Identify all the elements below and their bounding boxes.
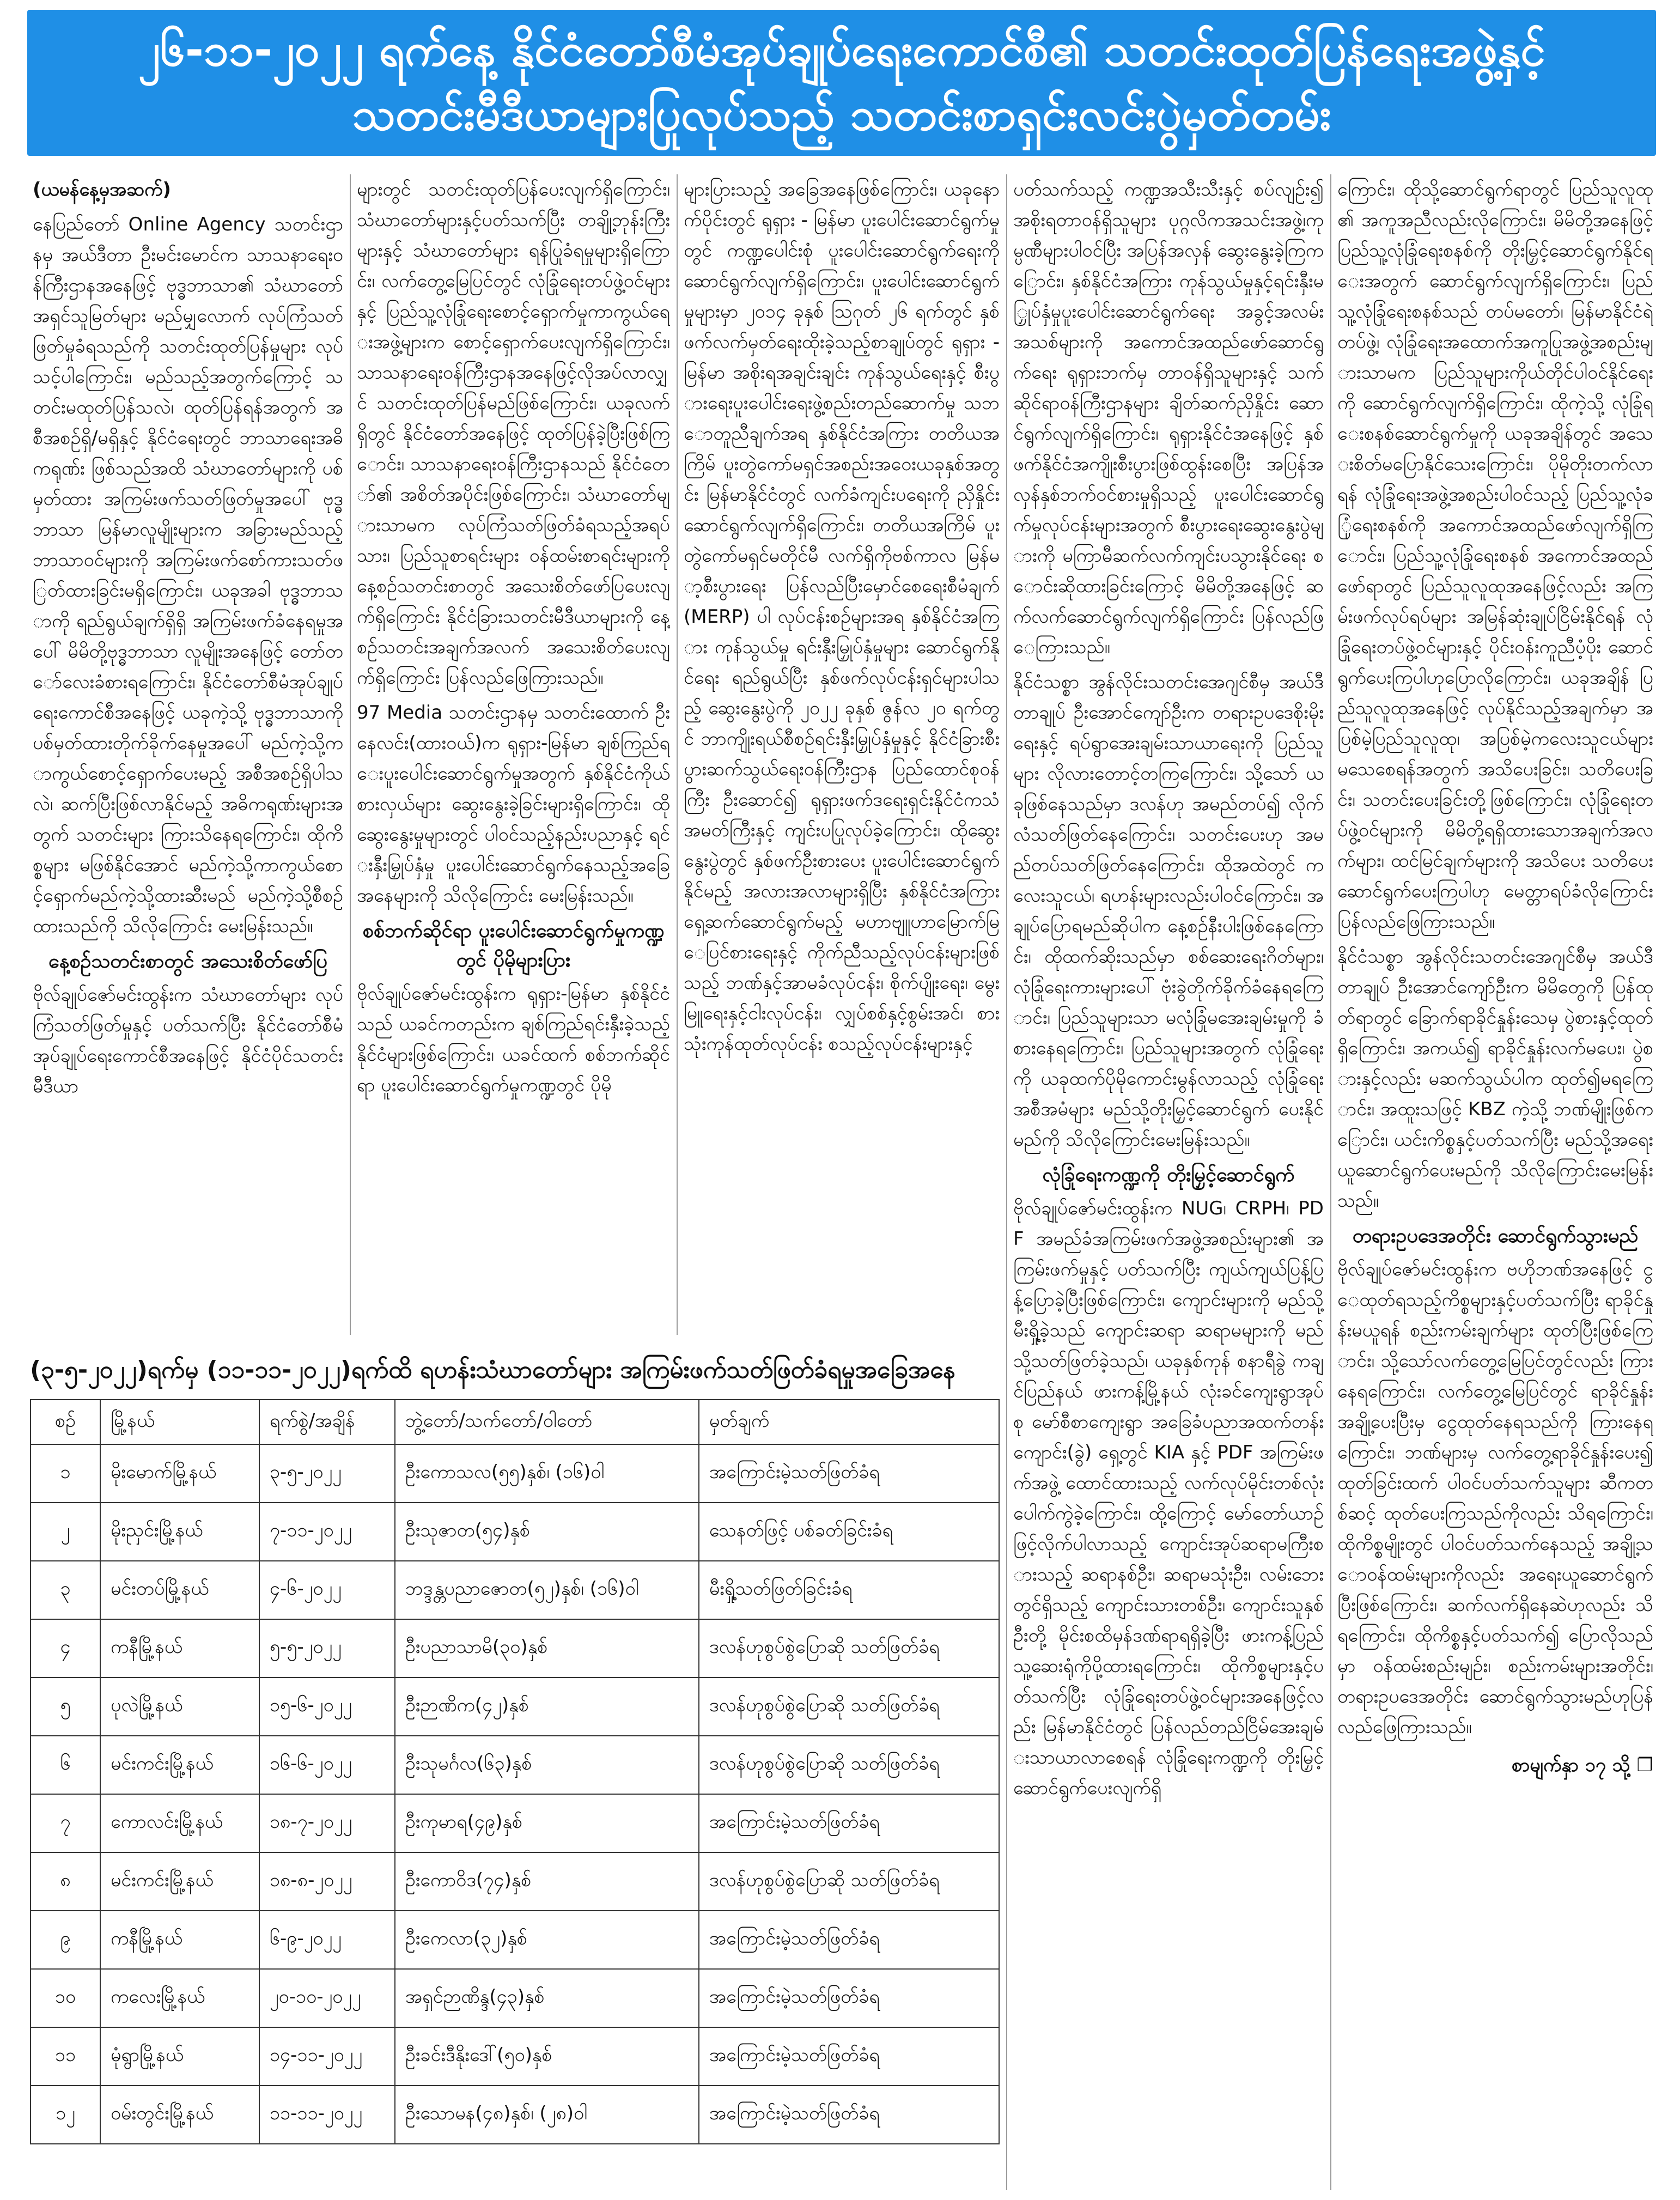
table-cell: အကြောင်းမဲ့သတ်ဖြတ်ခံရ — [699, 1911, 999, 1969]
table-cell: သေနတ်ဖြင့် ပစ်ခတ်ခြင်းခံရ — [699, 1503, 999, 1561]
column-rule — [1330, 174, 1331, 2190]
table-row — [31, 1619, 999, 1678]
table-cell: အကြောင်းမဲ့သတ်ဖြတ်ခံရ — [699, 2086, 999, 2144]
table-cell: ဒလန်ဟုစွပ်စွဲပြောဆို သတ်ဖြတ်ခံရ — [699, 1678, 999, 1736]
table-cell: အကြောင်းမဲ့သတ်ဖြတ်ခံရ — [699, 1969, 999, 2027]
table-cell: ၁၁ — [31, 2027, 100, 2086]
table-cell: ၆-၉-၂၀၂၂ — [259, 1911, 395, 1969]
table-cell: အကြောင်းမဲ့သတ်ဖြတ်ခံရ — [699, 1444, 999, 1503]
table-cell: ၄ — [31, 1619, 100, 1678]
table-cell: ၅ — [31, 1678, 100, 1736]
table-cell: ၁၆-၆-၂၀၂၂ — [259, 1736, 395, 1794]
article-column-1 — [33, 174, 343, 1324]
table-cell: ၆ — [31, 1736, 100, 1794]
table-cell: ၇ — [31, 1794, 100, 1852]
table-cell: အကြောင်းမဲ့သတ်ဖြတ်ခံရ — [699, 1794, 999, 1852]
table-cell: ၁၈-၈-၂၀၂၂ — [259, 1852, 395, 1911]
table-row — [31, 1736, 999, 1794]
paragraph: 97 Media သတင်းဌာနမှ သတင်းထောက် ဦးနေလင်း(ထားဝယ်)က ရုရှား-မြန်မာ ချစ်ကြည်ရေးပူးပေါင်းဆောင်ရွက်မှုအတွက် နှစ်နိုင်ငံကိုယ်စားလှယ်များ ဆွေးနွေးခဲ့ခြင်းများရှိကြောင်း၊ ထိုဆွေးနွေးမှုများတွင် ပါဝင်သည့်နည်းပညာနှင့် ရင်းနှီးမြှုပ်နှံမှု ပူးပေါင်းဆောင်ရွက်နေသည့်အခြေအနေများကို သိလိုကြောင်း မေးမြန်းသည်။ — [357, 702, 670, 907]
table-cell: ဦးကောဝိဒ(၇၄)နှစ် — [395, 1852, 699, 1911]
paragraph: ဗိုလ်ချုပ်ဇော်မင်းထွန်းက သံဃာတော်များ လုပ်ကြံသတ်ဖြတ်မှုနှင့် ပတ်သက်ပြီး နိုင်ငံတော်စီမံအုပ်ချုပ်ရေးကောင်စီအနေဖြင့် နိုင်ငံပိုင်သတင်းမီဒီယာ — [33, 984, 343, 1097]
table-cell: ဒလန်ဟုစွပ်စွဲပြောဆို သတ်ဖြတ်ခံရ — [699, 1852, 999, 1911]
table-cell: မင်းကင်းမြို့နယ် — [100, 1852, 259, 1911]
table-cell: ဒလန်ဟုစွပ်စွဲပြောဆို သတ်ဖြတ်ခံရ — [699, 1619, 999, 1678]
paragraph: များတွင် သတင်းထုတ်ပြန်ပေးလျက်ရှိကြောင်း၊ သံဃာတော်များနှင့်ပတ်သက်ပြီး တချို့ဘုန်းကြီးများနှင့် သံဃာတော်များ ရန်ပြုခံရမှုများရှိကြောင်း၊ လက်တွေ့မြေပြင်တွင် လုံခြုံရေးတပ်ဖွဲ့ဝင်များနှင့် ပြည်သူ့လုံခြုံရေးစောင့်ရှောက်မှုကာကွယ်ရေးအဖွဲ့များက စောင့်ရှောက်ပေးလျက်ရှိကြောင်း၊ သာသနာရေးဝန်ကြီးဌာနအနေဖြင့်လိုအပ်လာလျှင် သတင်းထုတ်ပြန်မည်ဖြစ်ကြောင်း၊ ယခုလက်ရှိတွင် နိုင်ငံတော်အနေဖြင့် ထုတ်ပြန်ခဲ့ပြီးဖြစ်ကြောင်း၊ သာသနာရေးဝန်ကြီးဌာနသည် နိုင်ငံတော်၏ အစိတ်အပိုင်းဖြစ်ကြောင်း၊ သံဃာတော်များသာမက လုပ်ကြံသတ်ဖြတ်ခံရသည့်အရပ်သား၊ ပြည်သူစာရင်းများ ဝန်ထမ်းစာရင်းများကို နေ့စဉ်သတင်းစာတွင် အသေးစိတ်ဖော်ပြပေးလျက်ရှိကြောင်း နိုင်ငံခြားသတင်းမီဒီယာများကို နေ့စဉ်သတင်းအချက်အလက် အသေးစိတ်ပေးလျက်ရှိကြောင်း ပြန်လည်ဖြေကြားသည်။ — [357, 179, 670, 689]
table-cell: ဒလန်ဟုစွပ်စွဲပြောဆို သတ်ဖြတ်ခံရ — [699, 1736, 999, 1794]
table-cell: ဦးကောသလ(၅၅)နှစ်၊ (၁၆)ဝါ — [395, 1444, 699, 1503]
paragraph: ဗိုလ်ချုပ်ဇော်မင်းထွန်းက ရုရှား-မြန်မာ နှစ်နိုင်ငံသည် ယခင်ကတည်းက ချစ်ကြည်ရင်းနှီးခဲ့သည့် နိုင်ငံများဖြစ်ကြောင်း၊ ယခင်ထက် စစ်ဘက်ဆိုင်ရာ ပူးပေါင်းဆောင်ရွက်မှုကဏ္ဍတွင် ပိုမို — [357, 983, 670, 1096]
headline-banner — [27, 10, 1656, 156]
table-cell: မင်းကင်းမြို့နယ် — [100, 1736, 259, 1794]
table-cell: ၃-၅-၂၀၂၂ — [259, 1444, 395, 1503]
table-cell: ၁ — [31, 1444, 100, 1503]
paragraph: နိုင်ငံသစ္စာ အွန်လိုင်းသတင်းအေဂျင်စီမှ အယ်ဒီတာချုပ် ဦးအောင်ကျော်ဦးက တရားဥပဒေစိုးမိုးရေးနှင့် ရပ်ရွာအေးချမ်းသာယာရေးကို ပြည်သူများ လိုလားတောင့်တကြကြောင်း၊ သို့သော် ယခုဖြစ်နေသည်မှာ ဒလန်ဟု အမည်တပ်၍ လိုက်လံသတ်ဖြတ်နေကြောင်း၊ သတင်းပေးဟု အမည်တပ်သတ်ဖြတ်နေကြောင်း၊ ထိုအထဲတွင် ကလေးသူငယ်၊ ရဟန်းများလည်းပါဝင်ကြောင်း၊ အချုပ်ပြောရမည်ဆိုပါက နေ့စဉ်နီးပါးဖြစ်နေကြောင်း၊ ထိုထက်ဆိုးသည်မှာ စစ်ဆေးရေးဂိတ်များ၊ လုံခြုံရေးကားများပေါ် ဗုံးခွဲတိုက်ခိုက်ခံနေရကြောင်း၊ ပြည်သူများသာ မလုံခြုံမအေးချမ်းမှုကို ခံစားနေရကြောင်း၊ ပြည်သူများအတွက် လုံခြုံရေးကို ယခုထက်ပိုမိုကောင်းမွန်လာသည့် လုံခြုံရေး အစီအမံများ မည်သို့တိုးမြှင့်ဆောင်ရွက် ပေးနိုင်မည်ကို သိလိုကြောင်းမေးမြန်းသည်။ — [1013, 671, 1324, 1151]
article-column-2 — [357, 174, 670, 1324]
table-cell: ဦးသုမင်္ဂလ(၆၃)နှစ် — [395, 1736, 699, 1794]
paragraph: နိုင်ငံသစ္စာ အွန်လိုင်းသတင်းအေဂျင်စီမှ အယ်ဒီတာချုပ် ဦးအောင်ကျော်ဦးက မိမိတွေကို ပြန်ထုတ်ရာတွင် ခြောက်ရာခိုင်နှုန်းသေမှ ပွဲစားနှင့်ထုတ်ရှိကြောင်း၊ အကယ်၍ ရာခိုင်နှုန်းလက်မပေး၊ ပွဲစားနှင့်လည်း မဆက်သွယ်ပါက ထုတ်၍မရကြောင်း၊ အထူးသဖြင့် KBZ ကဲ့သို့ ဘဏ်မျိုးဖြစ်ကြောင်း၊ ယင်းကိစ္စနှင့်ပတ်သက်ပြီး မည်သို့အရေးယူဆောင်ရွက်ပေးမည်ကို သိလိုကြောင်းမေးမြန်းသည်။ — [1337, 946, 1653, 1212]
table-cell: ၁၅-၆-၂၀၂၂ — [259, 1678, 395, 1736]
table-cell: ၇-၁၁-၂၀၂၂ — [259, 1503, 395, 1561]
table-cell: ၄-၆-၂၀၂၂ — [259, 1561, 395, 1619]
paragraph: ပတ်သက်သည့် ကဏ္ဍအသီးသီးနှင့် စပ်လျဉ်း၍ အစိုးရတာဝန်ရှိသူများ ပုဂ္ဂလိကအသင်းအဖွဲ့၊ကုမ္ပဏီများပါဝင်ပြီး အပြန်အလှန် ဆွေးနွေးခဲ့ကြကြောင်း၊ နှစ်နိုင်ငံအကြား ကုန်သွယ်မှုနှင့်ရင်းနှီးမြှုပ်နှံမှုပူးပေါင်းဆောင်ရွက်ရေး အခွင့်အလမ်းအသစ်များကို အကောင်အထည်ဖော်ဆောင်ရွက်ရေး ရုရှားဘက်မှ တာဝန်ရှိသူများနှင့် သက်ဆိုင်ရာဝန်ကြီးဌာနများ ချိတ်ဆက်ညှိနှိုင်း ဆောင်ရွက်လျက်ရှိကြောင်း၊ ရုရှားနိုင်ငံအနေဖြင့် နှစ်ဖက်နိုင်ငံအကျိုးစီးပွားဖြစ်ထွန်းစေပြီး အပြန်အလှန်နှစ်ဘက်ဝင်စားမှုရှိသည့် ပူးပေါင်းဆောင်ရွက်မှုလုပ်ငန်းများအတွက် စီးပွားရေးဆွေးနွေးပွဲများကို မကြာမီဆက်လက်ကျင်းပသွားနိုင်ရေး စောင်းဆိုထားခြင်းကြောင့် မိမိတို့အနေဖြင့် ဆက်လက်ဆောင်ရွက်လျက်ရှိကြောင်း ပြန်လည်ဖြေကြားသည်။ — [1013, 179, 1324, 658]
table-row — [31, 1911, 999, 1969]
table-cell: ၁၀ — [31, 1969, 100, 2027]
header-cell: စဉ် — [31, 1400, 100, 1444]
table-cell: မီးရှို့သတ်ဖြတ်ခြင်းခံရ — [699, 1561, 999, 1619]
table-cell: မိုးညှင်းမြို့နယ် — [100, 1503, 259, 1561]
table-cell: ၅-၅-၂၀၂၂ — [259, 1619, 395, 1678]
table-cell: ၁၁-၁၁-၂၀၂၂ — [259, 2086, 395, 2144]
table-title: (၃-၅-၂၀၂၂)ရက်မှ (၁၁-၁၁-၂၀၂၂)ရက်ထိ ရဟန်းသံဃာတော်များ အကြမ်းဖက်သတ်ဖြတ်ခံရမှုအခြေအနေ — [30, 1356, 956, 1384]
table-cell: ၂၀-၁၀-၂၀၂၂ — [259, 1969, 395, 2027]
paragraph: များပြားသည့် အခြေအနေဖြစ်ကြောင်း၊ ယခုနောက်ပိုင်းတွင် ရုရှား - မြန်မာ ပူးပေါင်းဆောင်ရွက်မှုတွင် ကဏ္ဍပေါင်းစုံ ပူးပေါင်းဆောင်ရွက်ရေးကို ဆောင်ရွက်လျက်ရှိကြောင်း၊ ပူးပေါင်းဆောင်ရွက်မှုများမှာ ၂၀၁၄ ခုနှစ် ဩဂုတ် ၂၆ ရက်တွင် နှစ်ဖက်လက်မှတ်ရေးထိုးခဲ့သည့်စာချုပ်တွင် ရုရှား - မြန်မာ အစိုးရအချင်းချင်း ကုန်သွယ်ရေးနှင့် စီးပွားရေးပူးပေါင်းရေးဖွဲ့စည်းတည်ဆောက်မှု သဘောတူညီချက်အရ နှစ်နိုင်ငံအကြား တတိယအကြိမ် ပူးတွဲကော်မရှင်အစည်းအဝေးယခုနှစ်အတွင်း မြန်မာနိုင်ငံတွင် လက်ခံကျင်းပရေးကို ညှိနှိုင်းဆောင်ရွက်လျက်ရှိကြောင်း၊ တတိယအကြိမ် ပူးတွဲကော်မရှင်မတိုင်မီ လက်ရှိကိုဗစ်ကာလ မြန်မာ့စီးပွားရေး ပြန်လည်ပြီးမှောင်စေရေးစီမံချက် (MERP) ပါ လုပ်ငန်းစဉ်များအရ နှစ်နိုင်ငံအကြား ကုန်သွယ်မှု ရင်းနှီးမြှုပ်နှံမှုများ ဆောင်ရွက်နိုင်ရေး ရည်ရွယ်ပြီး နှစ်ဖက်လုပ်ငန်းရှင်များပါသည့် ဆွေးနွေးပွဲကို ၂၀၂၂ ခုနှစ် ဇွန်လ ၂၀ ရက်တွင် ဘာကျိုးရယ်စီစဉ်ရင်းနှီးမြှုပ်နှံမှုနှင့် နိုင်ငံခြားစီးပွားဆက်သွယ်ရေးဝန်ကြီးဌာန ပြည်ထောင်စုဝန်ကြီး ဦးဆောင်၍ ရုရှားဖက်ဒရေးရှင်းနိုင်ငံကသံအမတ်ကြီးနှင့် ကျင်းပပြုလုပ်ခဲ့ကြောင်း၊ ထိုဆွေးနွေးပွဲတွင် နှစ်ဖက်ဦးစားပေး ပူးပေါင်းဆောင်ရွက်နိုင်မည့် အလားအလာများရှိပြီး နှစ်နိုင်ငံအကြား ရှေ့ဆက်ဆောင်ရွက်မည့် မဟာဗျူဟာမြောက်မြေပြင်စားရေးနှင့် ကိုက်ညီသည့်လုပ်ငန်းများဖြစ်သည့် ဘဏ်နှင့်အာမခံလုပ်ငန်း၊ စိုက်ပျိုးရေး၊ မွေးမြူရေးနှင့်ငါးလုပ်ငန်း၊ လျှပ်စစ်နှင့်စွမ်းအင်၊ စားသုံးကုန်ထုတ်လုပ်ငန်း စသည့်လုပ်ငန်းများနှင့် — [684, 179, 1000, 1055]
subheading: နေ့စဉ်သတင်းစာတွင် အသေးစိတ်ဖော်ပြ — [48, 950, 327, 973]
table-row — [31, 1969, 999, 2027]
table-cell: ၂ — [31, 1503, 100, 1561]
table-cell: ဦးသောမန(၄၈)နှစ်၊ (၂၈)ဝါ — [395, 2086, 699, 2144]
column-rule — [677, 174, 678, 1335]
paragraph: နေပြည်တော် Online Agency သတင်းဌာနမှ အယ်ဒီတာ ဦးမင်းမောင်က သာသနာရေးဝန်ကြီးဌာနအနေဖြင့် ဗုဒ္ဓဘာသာ၏ သံဃာတော်အရှင်သူမြတ်များ မည်မျှလောက် လုပ်ကြံသတ်ဖြတ်မှုခံရသည်ကို သတင်းထုတ်ပြန်မှုများ လုပ်သင့်ပါကြောင်း၊ မည်သည့်အတွက်ကြောင့် သတင်းမထုတ်ပြန်သလဲ၊ ထုတ်ပြန်ရန်အတွက် အစီအစဉ်ရှိ/မရှိနှင့် နိုင်ငံရေးတွင် ဘာသာရေးအဓိကရုဏ်း ဖြစ်သည်အထိ သံဃာတော်များကို ပစ်မှတ်ထား အကြမ်းဖက်သတ်ဖြတ်မှုအပေါ် ဗုဒ္ဓဘာသာ မြန်မာလူမျိုးများက အခြားမည်သည့် ဘာသာဝင်များကို အကြမ်းဖက်စော်ကားသတ်ဖြတ်ထားခြင်းမရှိကြောင်း၊ ယခုအခါ ဗုဒ္ဓဘာသာကို ရည်ရွယ်ချက်ရှိရှိ အကြမ်းဖက်ခံနေရမှုအပေါ် မိမိတို့ဗုဒ္ဓဘာသာ လူမျိုးအနေဖြင့် တော်တော်လေးခံစားရကြောင်း၊ နိုင်ငံတော်စီမံအုပ်ချုပ်ရေးကောင်စီအနေဖြင့် ယခုကဲ့သို့ ဗုဒ္ဓဘာသာကို ပစ်မှတ်ထားတိုက်ခိုက်နေမှုအပေါ် မည်ကဲ့သို့ကာကွယ်စောင့်ရှောက်ပေးမည့် အစီအစဉ်ရှိပါသလဲ၊ ဆက်ပြီးဖြစ်လာနိုင်မည့် အဓိကရုဏ်းများအတွက် သတင်းများ ကြားသိနေရကြောင်း၊ ထိုကိစ္စများ မဖြစ်နိုင်အောင် မည်ကဲ့သို့ကာကွယ်စောင့်ရှောက်မည်ကဲ့သို့ထားဆီးမည် မည်ကဲ့သို့စီစဉ်ထားသည်ကို သိလိုကြောင်း မေးမြန်းသည်။ — [33, 214, 343, 937]
table-cell: ဦးသုဇာတ(၅၄)နှစ် — [395, 1503, 699, 1561]
table-cell: ၁၄-၁၁-၂၀၂၂ — [259, 2027, 395, 2086]
table-header-row — [31, 1400, 999, 1444]
table-cell: အကြောင်းမဲ့သတ်ဖြတ်ခံရ — [699, 2027, 999, 2086]
paragraph: ဗိုလ်ချုပ်ဇော်မင်းထွန်းက ဗဟိုဘဏ်အနေဖြင့် ငွေထုတ်ရသည့်ကိစ္စများနှင့်ပတ်သက်ပြီး ရာခိုင်နှုန်းမယူရန် စည်းကမ်းချက်များ ထုတ်ပြီးဖြစ်ကြောင်း၊ သို့သော်လက်တွေ့မြေပြင်တွင်လည်း ကြားနေရကြောင်း၊ လက်တွေ့မြေပြင်တွင် ရာခိုင်နှုန်းအချို့ပေးပြီးမှ ငွေထုတ်နေရသည်ကို ကြားနေရကြောင်း၊ ဘဏ်များမှ လက်တွေ့ရာခိုင်နှုန်းပေး၍ ထုတ်ခြင်းထက် ပါဝင်ပတ်သက်သူများ ဆီကတစ်ဆင့် ထုတ်ပေးကြသည်ကိုလည်း သိရကြောင်း၊ ထိုကိစ္စမျိုးတွင် ပါဝင်ပတ်သက်နေသည့် အချို့သောဝန်ထမ်းများကိုလည်း အရေးယူဆောင်ရွက်ပြီးဖြစ်ကြောင်း၊ ဆက်လက်ရှိနေဆဲဟုလည်း သိရကြောင်း၊ ထိုကိစ္စနှင့်ပတ်သက်၍ ပြောလိုသည်မှာ ဝန်ထမ်းစည်းမျဉ်း၊ စည်းကမ်းများအတိုင်း၊ တရားဥပဒေအတိုင်း ဆောင်ရွက်သွားမည်ဟုပြန်လည်ဖြေကြားသည်။ — [1337, 1259, 1653, 1738]
table-cell: ဦးဉာဏိက(၄၂)နှစ် — [395, 1678, 699, 1736]
table-cell: ကလေးမြို့နယ် — [100, 1969, 259, 2027]
table-body — [31, 1444, 999, 2144]
article-column-4 — [1013, 174, 1324, 2190]
table-row — [31, 1794, 999, 1852]
column-rule — [1006, 174, 1007, 2190]
table-cell: ကနီမြို့နယ် — [100, 1911, 259, 1969]
table-cell: ကနီမြို့နယ် — [100, 1619, 259, 1678]
paragraph: ဗိုလ်ချုပ်ဇော်မင်းထွန်းက NUG၊ CRPH၊ PDF အမည်ခံအကြမ်းဖက်အဖွဲ့အစည်းများ၏ အကြမ်းဖက်မှုနှင့် ပတ်သက်ပြီး ကျယ်ကျယ်ပြန့်ပြန့်ပြောခဲ့ပြီးဖြစ်ကြောင်း၊ ကျောင်းများကို မည်သို့ မီးရှို့ခဲ့သည် ကျောင်းဆရာ ဆရာမများကို မည်သို့သတ်ဖြတ်ခဲ့သည်၊ ယခုနှစ်ကုန် စနာရီခွဲ ကချင်ပြည်နယ် ဖားကန့်မြို့နယ် လုံးခင်ကျေးရွာအုပ်စု မော်စီစာကျေးရွာ အခြေခံပညာအထက်တန်းကျောင်း(ခွဲ) ရှေ့တွင် KIA နှင့် PDF အကြမ်းဖက်အဖွဲ့ ထောင်ထားသည့် လက်လုပ်မိုင်းတစ်လုံး ပေါက်ကွဲခဲ့ကြောင်း၊ ထို့ကြောင့် မော်တော်ယာဉ်ဖြင့်လိုက်ပါလာသည့် ကျောင်းအုပ်ဆရာမကြီးစားသည့် ဆရာနစ်ဦး၊ ဆရာမသုံးဦး၊ လမ်းဘေးတွင်ရှိသည့် ကျောင်းသားတစ်ဦး၊ ကျောင်းသူနှစ်ဦးတို့ မိုင်းစထိမှန်ဒဏ်ရာရရှိခဲ့ပြီး ဖားကန့်ပြည်သူ့ဆေးရုံကိုပို့ထားရကြောင်း၊ ထိုကိစ္စများနှင့်ပတ်သက်ပြီး လုံခြုံရေးတပ်ဖွဲ့ဝင်များအနေဖြင့်လည်း မြန်မာနိုင်ငံတွင် ပြန်လည်တည်ငြိမ်အေးချမ်းသာယာလာစေရန် လုံခြုံရေးကဏ္ဍကို တိုးမြှင့်ဆောင်ရွက်ပေးလျက်ရှိ — [1013, 1198, 1324, 1799]
table-cell: ဝမ်းတွင်းမြို့နယ် — [100, 2086, 259, 2144]
table-row — [31, 2027, 999, 2086]
table-row — [31, 1852, 999, 1911]
table-cell: ဦးခင်းဒီနိုးဒေါ်(၅၀)နှစ် — [395, 2027, 699, 2086]
subheading: စစ်ဘက်ဆိုင်ရာ ပူးပေါင်းဆောင်ရွက်မှုကဏ္ဍတွင် ပိုမိုများပြား — [362, 920, 665, 971]
table-cell: ၁၂ — [31, 2086, 100, 2144]
monk-killings-table — [30, 1399, 1000, 2144]
table-cell: ဦးပညာသာမိ(၃၀)နှစ် — [395, 1619, 699, 1678]
continued-on-page: စာမျက်နှာ ၁၇ သို့ ❐ — [1512, 1754, 1653, 1776]
headline-line-2: သတင်းမီဒီယာများပြုလုပ်သည့် သတင်းစာရှင်းလင်းပွဲမှတ်တမ်း — [352, 89, 1331, 141]
subheading: တရားဥပဒေအတိုင်း ဆောင်ရွက်သွားမည် — [1352, 1225, 1639, 1247]
table-row — [31, 2086, 999, 2144]
table-row — [31, 1561, 999, 1619]
column-rule — [350, 174, 351, 1335]
subheading: လုံခြုံရေးကဏ္ဍကို တိုးမြှင့်ဆောင်ရွက် — [1042, 1164, 1295, 1186]
table-cell: ၁၈-၇-၂၀၂၂ — [259, 1794, 395, 1852]
table-cell: ၉ — [31, 1911, 100, 1969]
table-cell: ကောလင်းမြို့နယ် — [100, 1794, 259, 1852]
table-cell: မင်းတပ်မြို့နယ် — [100, 1561, 259, 1619]
table-row — [31, 1503, 999, 1561]
header-cell: ဘွဲ့တော်/သက်တော်/ဝါတော် — [395, 1400, 699, 1444]
continuation-note: (ယမန်နေ့မှအဆက်) — [33, 179, 171, 200]
header-cell: မြို့နယ် — [100, 1400, 259, 1444]
table-cell: မိုးမောက်မြို့နယ် — [100, 1444, 259, 1503]
header-cell: ရက်စွဲ/အချိန် — [259, 1400, 395, 1444]
table-cell: မုံရွာမြို့နယ် — [100, 2027, 259, 2086]
table-cell: အရှင်ဉာဏိန္ဒ(၄၃)နှစ် — [395, 1969, 699, 2027]
table-row — [31, 1678, 999, 1736]
table-cell: ဦးကုမာရ(၄၉)နှစ် — [395, 1794, 699, 1852]
header-cell: မှတ်ချက် — [699, 1400, 999, 1444]
table-cell: ၃ — [31, 1561, 100, 1619]
table-row — [31, 1444, 999, 1503]
paragraph: ကြောင်း၊ ထိုသို့ဆောင်ရွက်ရာတွင် ပြည်သူလူထု၏ အကူအညီလည်းလိုကြောင်း၊ မိမိတို့အနေဖြင့် ပြည်သူ့လုံခြုံရေးစနစ်ကို တိုးမြှင့်ဆောင်ရွက်နိုင်ရေးအတွက် ဆောင်ရွက်လျက်ရှိကြောင်း၊ ပြည်သူ့လုံခြုံရေးစနစ်သည် တပ်မတော်၊ မြန်မာနိုင်ငံရဲတပ်ဖွဲ့၊ လုံခြုံရေးအထောက်အကူပြုအဖွဲ့အစည်းများသာမက ပြည်သူများကိုယ်တိုင်ပါဝင်နိုင်ရေးကို ဆောင်ရွက်လျက်ရှိကြောင်း၊ ထိုကဲ့သို့ လုံခြုံရေးစနစ်ဆောင်ရွက်မှုကို ယခုအချိန်တွင် အသေးစိတ်မပြောနိုင်သေးကြောင်း၊ ပိုမိုတိုးတက်လာရန် လုံခြုံရေးအဖွဲ့အစည်းပါဝင်သည့် ပြည်သူ့လုံခြုံရေးစနစ်ကို အကောင်အထည်ဖော်လျက်ရှိကြောင်း၊ ပြည်သူ့လုံခြုံရေးစနစ် အကောင်အထည်ဖော်ရာတွင် ပြည်သူလူထုအနေဖြင့်လည်း အကြမ်းဖက်လုပ်ရပ်များ အမြန်ဆုံးချုပ်ငြိမ်းနိုင်ရန် လုံခြုံရေးတပ်ဖွဲ့ဝင်များနှင့် ပိုင်းဝန်းကူညီပံ့ပိုး ဆောင်ရွက်ပေးကြပါဟုပြောလိုကြောင်း၊ ယခုအချိန် ပြည်သူလူထုအနေဖြင့် လုပ်နိုင်သည့်အချက်မှာ အပြစ်မဲ့ပြည်သူလူထု၊ အပြစ်မဲ့ကလေးသူငယ်များ မသေစေရန်အတွက် အသိပေးခြင်း၊ သတိပေးခြင်း၊ သတင်းပေးခြင်းတို့ဖြစ်ကြောင်း၊ လုံခြုံရေးတပ်ဖွဲ့ဝင်များကို မိမိတို့ရရှိထားသောအချက်အလက်များ၊ ထင်မြင်ချက်များကို အသိပေး သတိပေးဆောင်ရွက်ပေးကြပါဟု မေတ္တာရပ်ခံလိုကြောင်း ပြန်လည်ဖြေကြားသည်။ — [1337, 179, 1653, 933]
table-cell: ၈ — [31, 1852, 100, 1911]
table-cell: ဦးကေလာ(၃၂)နှစ် — [395, 1911, 699, 1969]
table-cell: ဘဒ္ဒန္တပညာဇောတ(၅၂)နှစ်၊ (၁၆)ဝါ — [395, 1561, 699, 1619]
headline-line-1: ၂၆-၁၁-၂၀၂၂ ရက်နေ့ နိုင်ငံတော်စီမံအုပ်ချုပ်ရေးကောင်စီ၏ သတင်းထုတ်ပြန်ရေးအဖွဲ့နှင့် — [138, 25, 1545, 76]
article-column-3 — [684, 174, 1000, 1324]
article-column-5 — [1337, 174, 1653, 2190]
table-cell: ပုလဲမြို့နယ် — [100, 1678, 259, 1736]
